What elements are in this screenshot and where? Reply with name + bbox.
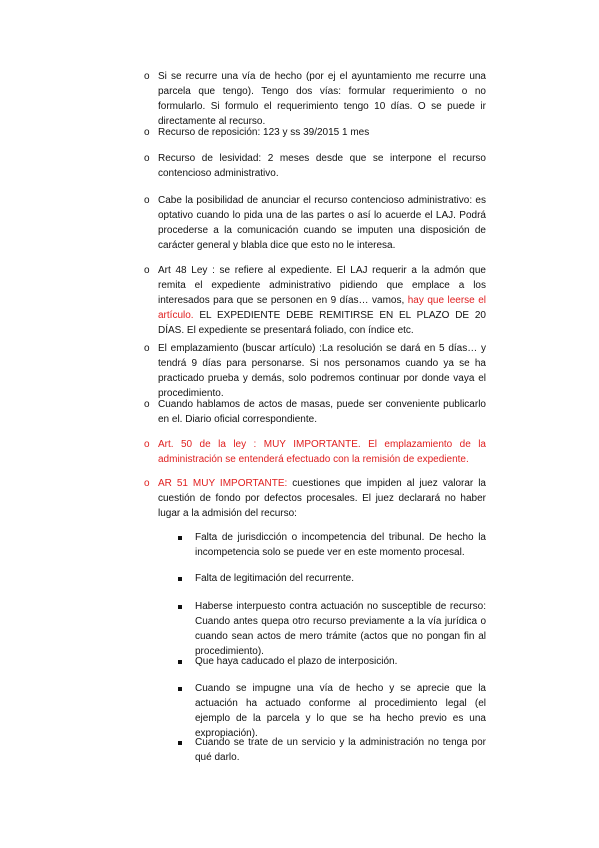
item-text: Art 48 Ley : se refiere al expediente. El LAJ requerir a la admón que remita el expediente administrativo pidiendo que emplace a los interesados para que se personen en 9 días… vamos, (158, 265, 486, 306)
list-item: Art. 50 de la ley : MUY IMPORTANTE. El emplazamiento de la administración se entenderá efectuado con la remisión de expediente. (158, 439, 486, 465)
list-bullet: o (144, 153, 150, 164)
sub-list-item: Cuando se trate de un servicio y la administración no tenga por qué darlo. (195, 737, 486, 763)
list-bullet: o (144, 439, 150, 450)
list-item (158, 476, 486, 521)
list-bullet: o (144, 127, 150, 138)
square-bullet-icon (178, 605, 182, 609)
sub-list-item: Falta de jurisdicción o incompetencia del tribunal. De hecho la incompetencia solo se puede ver en este momento procesal. (195, 532, 486, 558)
highlight-text: hay que leerse el artículo. (158, 295, 486, 321)
list-item: Cabe la posibilidad de anunciar el recurso contencioso administrativo: es optativo cuando lo pida una de las partes o así lo acuerde el LAJ. Podrá procederse a la comunicación cuando se imputen una disposición de carácter general y blabla dice que esto no le interesa. (158, 195, 486, 251)
list-bullet: o (144, 399, 150, 410)
square-bullet-icon (178, 687, 182, 691)
square-bullet-icon (178, 536, 182, 540)
square-bullet-icon (178, 660, 182, 664)
list-item (158, 263, 486, 338)
sub-list-item: Haberse interpuesto contra actuación no susceptible de recurso: Cuando antes quepa otro recurso previamente a la vía jurídica o cuando sean actos de mero trámite (actos que no pongan fin al procedimiento). (195, 601, 486, 657)
list-bullet: o (144, 195, 150, 206)
item-text: cuestiones que impiden al juez valorar la cuestión de fondo por defectos procesales. El juez declarará no haber lugar a la admisión del recurso: (158, 478, 486, 519)
square-bullet-icon (178, 577, 182, 581)
sub-list-item: Falta de legitimación del recurrente. (195, 573, 354, 584)
list-bullet: o (144, 343, 150, 354)
list-bullet: o (144, 71, 150, 82)
list-item: Recurso de lesividad: 2 meses desde que se interpone el recurso contencioso administrativo. (158, 153, 486, 179)
highlight-text: AR 51 MUY IMPORTANTE: (158, 478, 288, 489)
list-item: Si se recurre una vía de hecho (por ej el ayuntamiento me recurre una parcela que tengo). Tengo dos vías: formular requerimiento o no formularlo. Si formulo el requerimiento tengo 10 días. O se puede ir directamente al recurso. (158, 71, 486, 127)
list-bullet: o (144, 265, 150, 276)
list-bullet: o (144, 478, 150, 489)
item-text: EL EXPEDIENTE DEBE REMITIRSE EN EL PLAZO DE 20 DÍAS. El expediente se presentará foliado, con índice etc. (158, 310, 486, 336)
list-item: El emplazamiento (buscar artículo) :La resolución se dará en 5 días… y tendrá 9 días para personarse. Si nos personamos cuando ya se ha practicado prueba y demás, solo podremos continuar por donde vaya el procedimiento. (158, 343, 486, 399)
square-bullet-icon (178, 741, 182, 745)
sub-list-item: Cuando se impugne una vía de hecho y se aprecie que la actuación ha actuado conforme al procedimiento legal (el ejemplo de la parcela y lo que se ha hecho previo es una expropiación). (195, 683, 486, 739)
list-item: Recurso de reposición: 123 y ss 39/2015 1 mes (158, 127, 370, 138)
list-item: Cuando hablamos de actos de masas, puede ser conveniente publicarlo en el. Diario oficial correspondiente. (158, 399, 486, 425)
sub-list-item: Que haya caducado el plazo de interposición. (195, 656, 398, 667)
